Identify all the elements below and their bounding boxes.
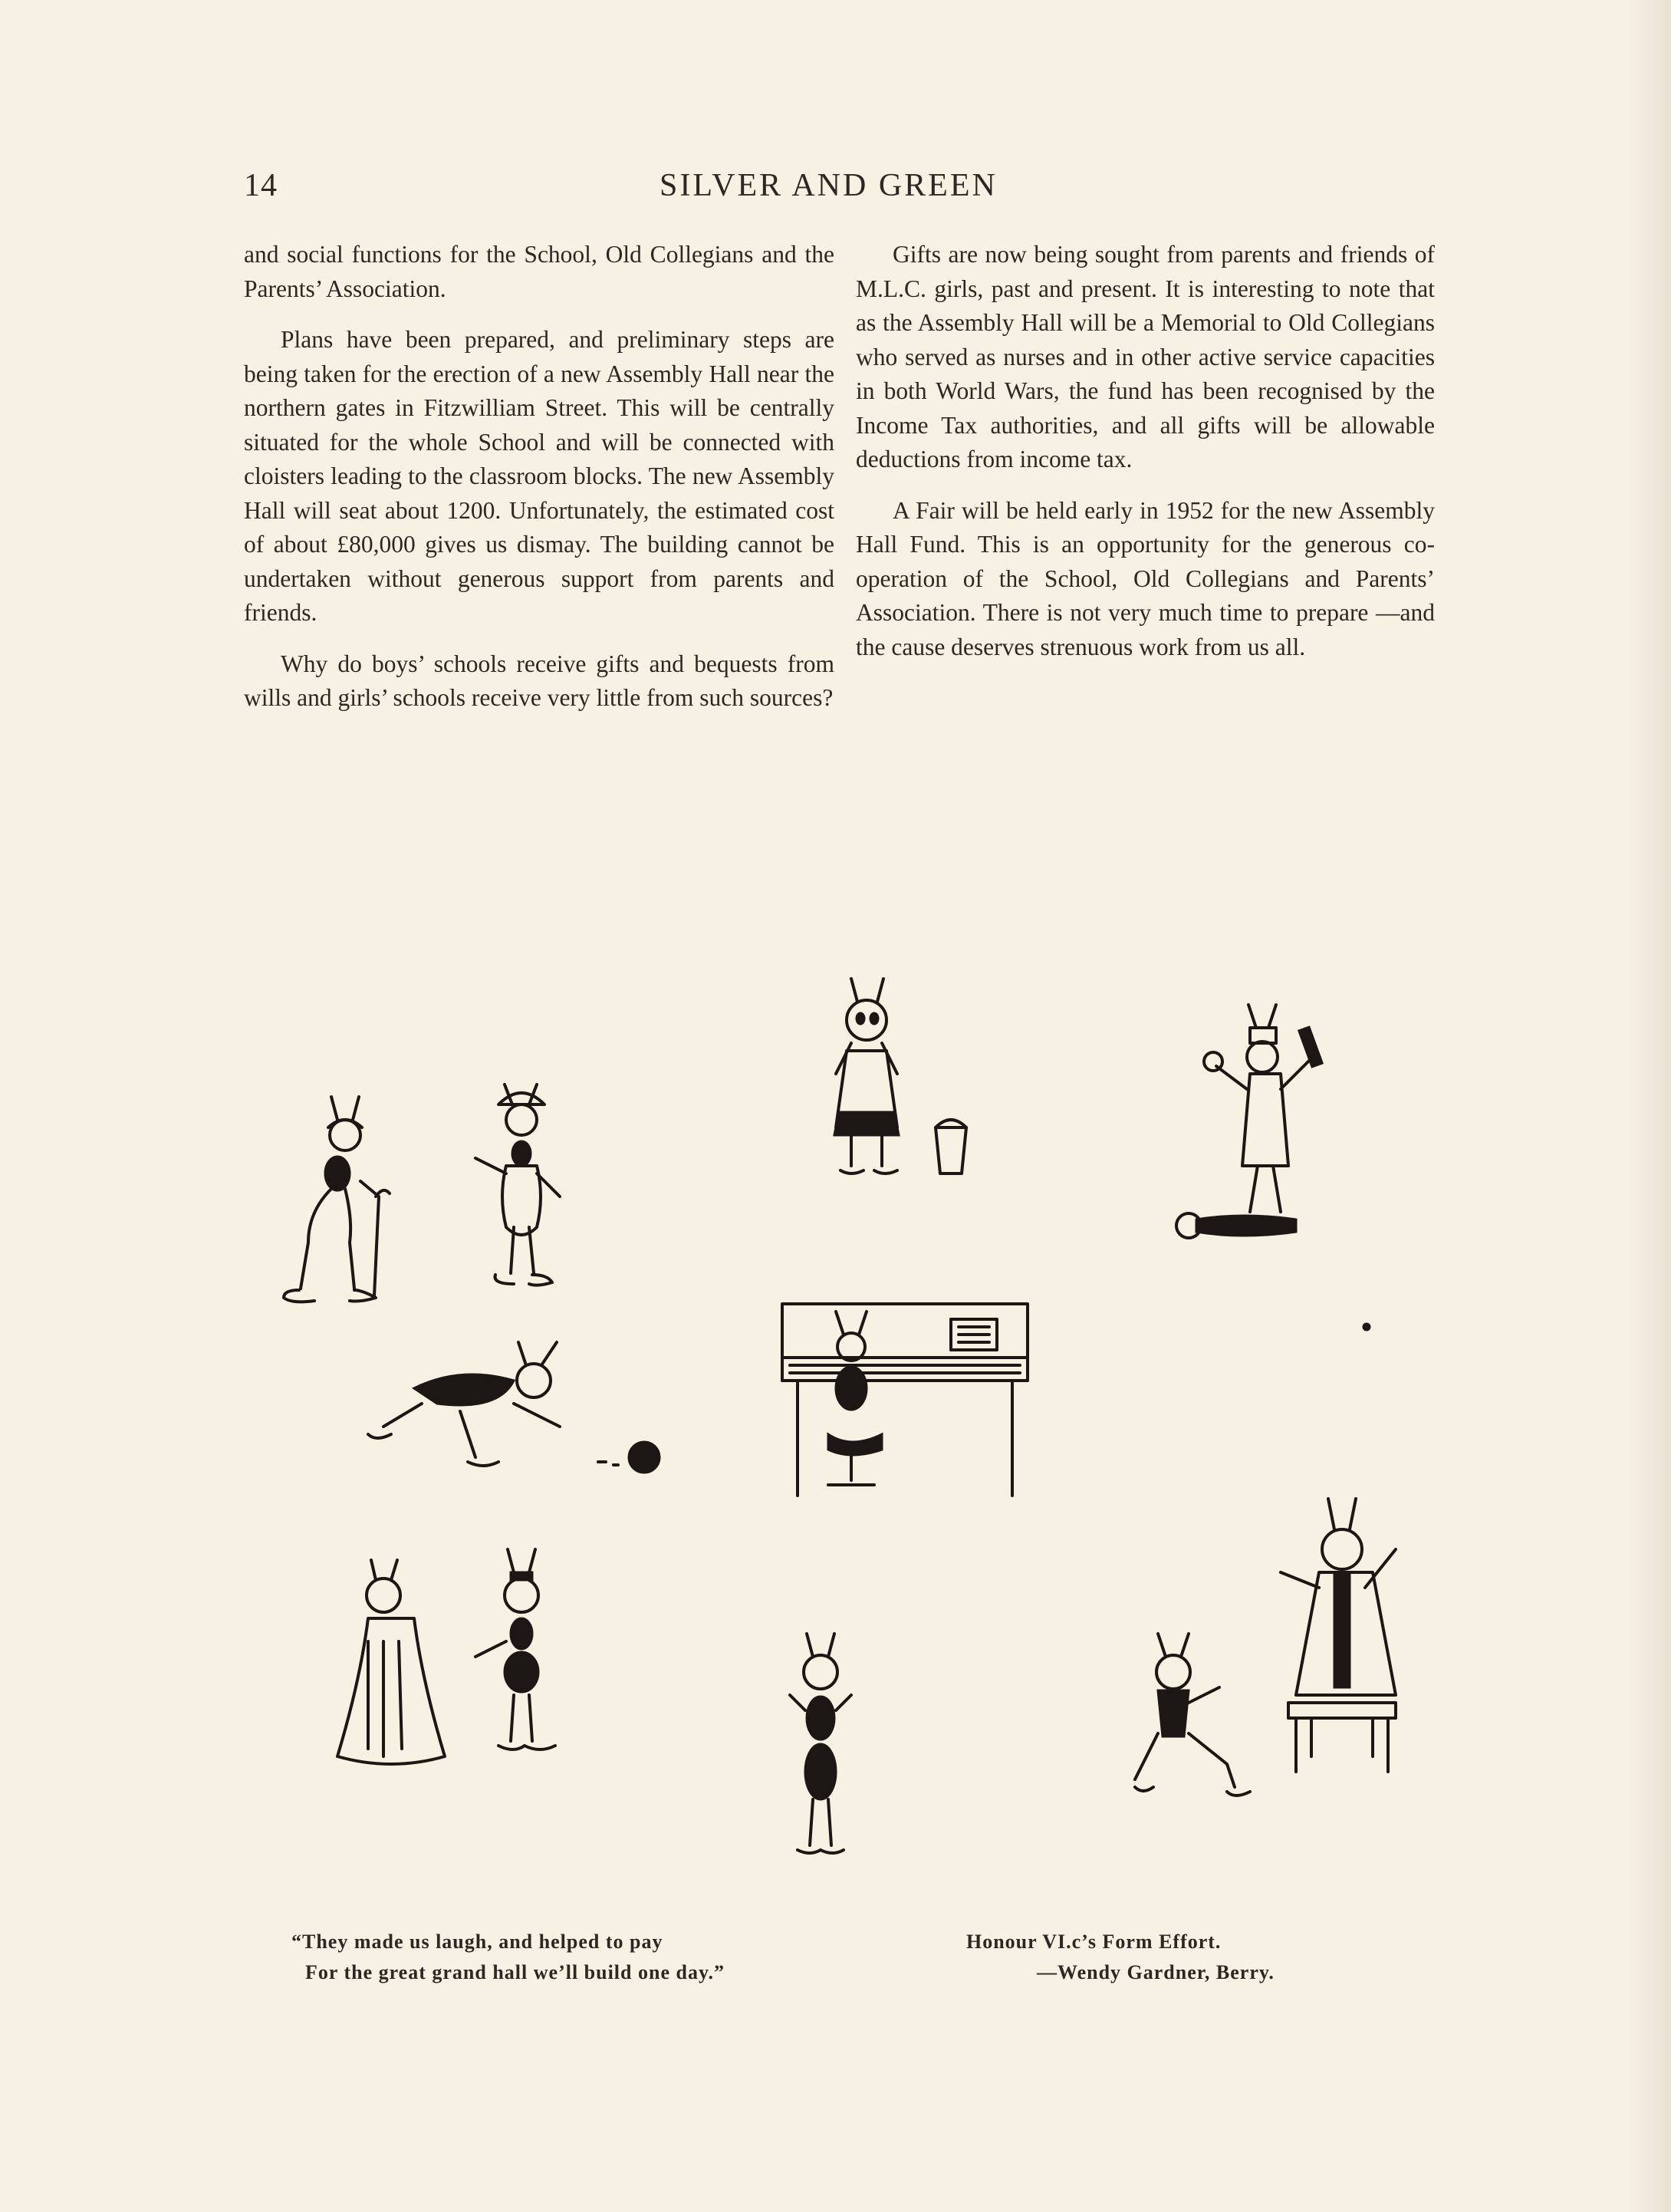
verse-line-2: For the great grand hall we’ll build one day.” bbox=[305, 1961, 725, 1983]
page-edge-shadow bbox=[1625, 0, 1671, 2212]
kneeling-ant-figure bbox=[1135, 1634, 1250, 1796]
running-title: SILVER AND GREEN bbox=[660, 168, 998, 203]
maid-ant-with-bucket-figure bbox=[834, 979, 966, 1173]
gentleman-ant-figure bbox=[475, 1549, 555, 1750]
credit-line-1: Honour VI.c’s Form Effort. bbox=[966, 1931, 1222, 1953]
piano-figure bbox=[782, 1304, 1028, 1496]
right-column bbox=[856, 238, 1435, 681]
page-number: 14 bbox=[244, 168, 278, 203]
cartoon-illustration bbox=[245, 951, 1442, 1902]
page-header bbox=[0, 167, 1671, 213]
left-paragraph-3: Why do boys’ schools receive gifts and bequests from wills and girls’ schools receive very little from such sources? bbox=[244, 650, 834, 711]
bowling-ant-figure bbox=[368, 1342, 660, 1473]
right-paragraph-2: A Fair will be held early in 1952 for the new Assembly Hall Fund. This is an opportunity for the generous co-operation of the School, Old Collegians and Parents’ Association. There is not very much time to prepare —and the cause deserves strenuous work from us all. bbox=[856, 496, 1435, 660]
singing-ant-figure bbox=[790, 1634, 851, 1853]
ant-with-helmet-figure bbox=[475, 1085, 560, 1285]
lady-ant-in-gown-figure bbox=[337, 1560, 445, 1764]
credit-line-2: —Wendy Gardner, Berry. bbox=[1037, 1961, 1275, 1983]
left-paragraph-2: Plans have been prepared, and preliminary steps are being taken for the erection of a new Assembly Hall near the northern gates in Fitzwilliam Street. This will be centrally situated for the whole School and will be connected with cloisters leading to the classroom blocks. The new Assembly Hall will seat about 1200. Unfortunately, the estimated cost of about £80,000 gives us dismay. The building cannot be undertaken without generous support from parents and friends. bbox=[244, 326, 834, 626]
left-paragraph-1: and social functions for the School, Old Collegians and the Parents’ Association. bbox=[244, 241, 834, 302]
credit-caption bbox=[966, 1927, 1396, 1988]
left-column bbox=[244, 238, 834, 732]
ant-cartoons-drawing bbox=[245, 951, 1442, 1902]
verse-line-1: “They made us laugh, and helped to pay bbox=[291, 1931, 663, 1953]
robed-ant-on-stool-figure bbox=[1281, 1499, 1396, 1772]
doctor-ant-figure bbox=[1176, 1005, 1322, 1238]
verse-caption bbox=[291, 1927, 920, 1988]
right-paragraph-1: Gifts are now being sought from parents and friends of M.L.C. girls, past and present. It is interesting to note that as the Assembly Hall will be a Memorial to Old Collegians who served as nurses and in other active service capacities in both World Wars, the fund has been recognised by the Income Tax authorities, and all gifts will be allowable deductions from income tax. bbox=[856, 241, 1435, 472]
old-ant-with-cane-figure bbox=[284, 1097, 390, 1302]
